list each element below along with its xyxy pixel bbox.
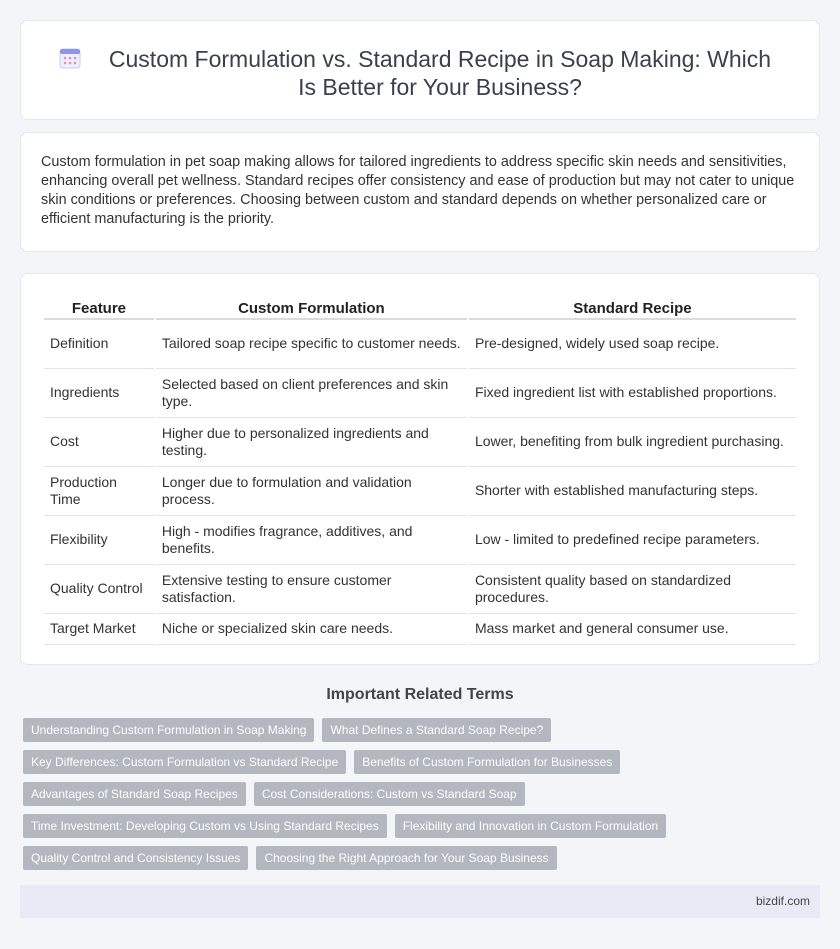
row-feature: Production Time [44, 467, 154, 516]
header-feature: Feature [44, 296, 154, 320]
row-feature: Quality Control [44, 565, 154, 614]
table-row [44, 320, 796, 369]
header-standard-recipe: Standard Recipe [469, 296, 796, 320]
related-terms-heading: Important Related Terms [326, 686, 514, 703]
table-row [44, 369, 796, 418]
tag-row [23, 846, 823, 878]
related-term-tag[interactable]: Benefits of Custom Formulation for Businesses [354, 750, 620, 774]
row-custom: High - modifies fragrance, additives, and benefits. [156, 516, 467, 565]
row-feature: Cost [44, 418, 154, 467]
related-term-tag[interactable]: Advantages of Standard Soap Recipes [23, 782, 246, 806]
row-standard: Fixed ingredient list with established proportions. [469, 369, 796, 418]
page-title: Custom Formulation vs. Standard Recipe in Soap Making: Which Is Better for Your Business? [108, 46, 772, 100]
related-term-tag[interactable]: Flexibility and Innovation in Custom Formulation [395, 814, 666, 838]
related-term-tag[interactable]: Choosing the Right Approach for Your Soap Business [256, 846, 556, 870]
tag-row [23, 750, 823, 782]
table-row [44, 467, 796, 516]
row-feature: Ingredients [44, 369, 154, 418]
comparison-table [42, 296, 798, 645]
row-feature: Definition [44, 320, 154, 369]
related-term-tag[interactable]: Quality Control and Consistency Issues [23, 846, 248, 870]
title-card [20, 20, 820, 120]
related-term-tag[interactable]: Cost Considerations: Custom vs Standard Soap [254, 782, 525, 806]
tag-row [23, 814, 823, 846]
row-standard: Mass market and general consumer use. [469, 614, 796, 645]
tag-row [23, 782, 823, 814]
row-feature: Target Market [44, 614, 154, 645]
related-term-tag[interactable]: Understanding Custom Formulation in Soap Making [23, 718, 314, 742]
tag-row [23, 718, 823, 750]
row-standard: Pre-designed, widely used soap recipe. [469, 320, 796, 369]
intro-card [20, 132, 820, 252]
table-row [44, 565, 796, 614]
row-standard: Shorter with established manufacturing steps. [469, 467, 796, 516]
row-standard: Lower, benefiting from bulk ingredient purchasing. [469, 418, 796, 467]
table-row [44, 516, 796, 565]
comparison-table-card [20, 273, 820, 665]
related-terms-list [23, 718, 823, 878]
row-custom: Longer due to formulation and validation process. [156, 467, 467, 516]
row-custom: Tailored soap recipe specific to customer needs. [156, 320, 467, 369]
row-feature: Flexibility [44, 516, 154, 565]
table-header-row [44, 296, 796, 320]
row-custom: Niche or specialized skin care needs. [156, 614, 467, 645]
table-row [44, 614, 796, 645]
footer [20, 885, 820, 918]
row-standard: Low - limited to predefined recipe parameters. [469, 516, 796, 565]
row-custom: Selected based on client preferences and skin type. [156, 369, 467, 418]
row-custom: Extensive testing to ensure customer satisfaction. [156, 565, 467, 614]
table-row [44, 418, 796, 467]
row-standard: Consistent quality based on standardized procedures. [469, 565, 796, 614]
intro-paragraph: Custom formulation in pet soap making allows for tailored ingredients to address specific skin needs and sensitivities, enhancing overall pet wellness. Standard recipes offer consistency and ease of production but may not cater to unique skin conditions or preferences. Choosing between custom and standard depends on whether personalized care or efficient manufacturing is the priority. [41, 154, 795, 227]
header-custom-formulation: Custom Formulation [156, 296, 467, 320]
footer-site-link[interactable]: bizdif.com [755, 894, 810, 908]
related-term-tag[interactable]: Time Investment: Developing Custom vs Using Standard Recipes [23, 814, 387, 838]
related-term-tag[interactable]: Key Differences: Custom Formulation vs Standard Recipe [23, 750, 346, 774]
row-custom: Higher due to personalized ingredients and testing. [156, 418, 467, 467]
related-term-tag[interactable]: What Defines a Standard Soap Recipe? [322, 718, 551, 742]
